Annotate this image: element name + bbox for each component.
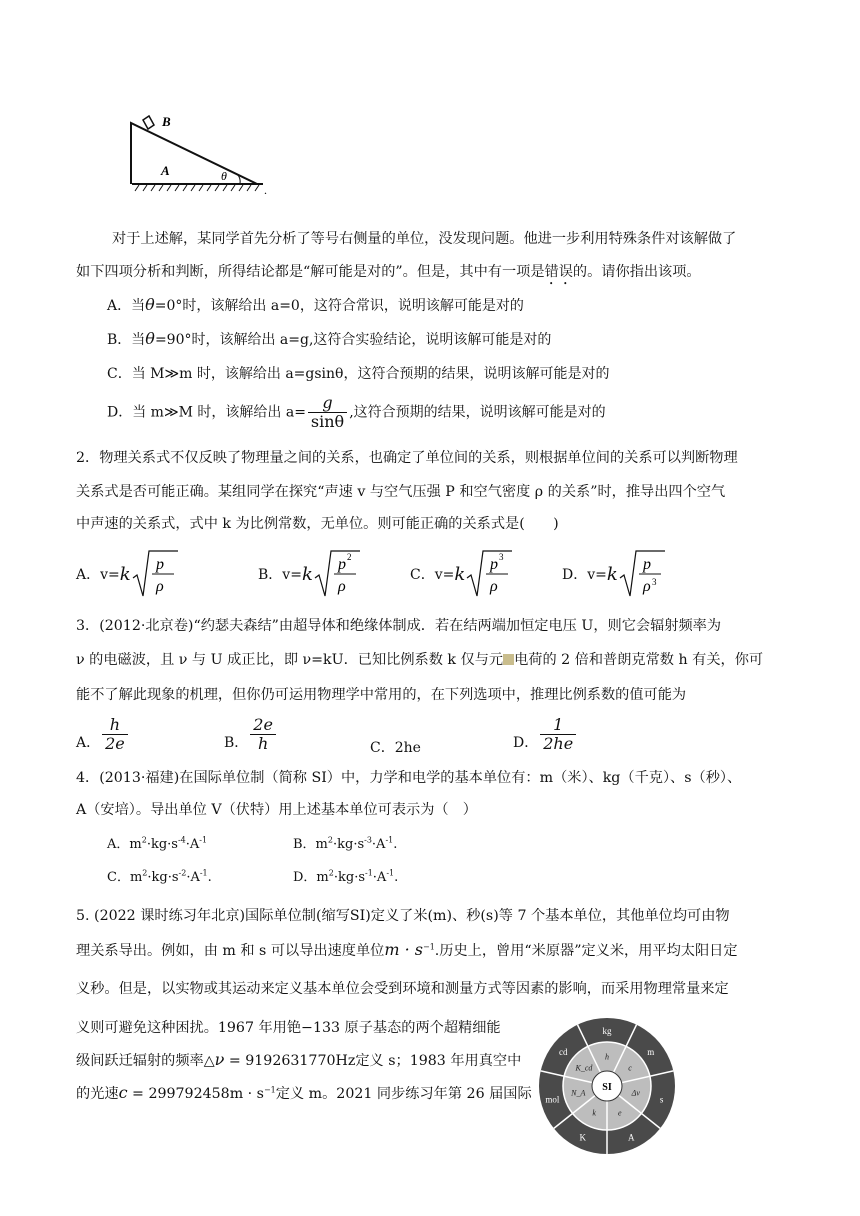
figure-dot: .: [264, 183, 267, 197]
q5-c: c: [118, 1083, 128, 1102]
label-theta: θ: [221, 169, 227, 183]
q2-k: k: [606, 563, 618, 585]
q3-fraction: [250, 716, 276, 753]
q4-exp2: -4: [177, 835, 186, 845]
q5-line6: [76, 1083, 532, 1103]
q4-mid: ·kg·s: [147, 870, 179, 885]
q2-line3: 中声速的关系式，式中 k 为比例常数，无单位。则可能正确的关系式是( ): [76, 516, 559, 532]
q2-numerator: p: [642, 556, 651, 573]
q3-numerator: 2e: [250, 716, 276, 735]
q3-line2: [76, 649, 763, 669]
q1-b-theta: θ: [145, 329, 155, 348]
q4-option: [107, 866, 212, 885]
q1-a-pre: A．当: [107, 298, 146, 314]
si-constant: c: [628, 1063, 632, 1073]
q4-mid2: ·A: [371, 837, 386, 852]
q3-fraction: [540, 716, 576, 753]
q4-exp3: -1: [199, 868, 208, 878]
q2-line1: 2．物理关系式不仅反映了物理量之间的关系，也确定了单位间的关系，则根据单位间的关系可以判断物理: [76, 450, 738, 466]
q5-line1: 5. (2022 课时练习年北京)国际单位制(缩写SI)定义了米(m)、秒(s)等 7 个基本单位，其他单位均可由物: [76, 908, 730, 924]
q2-option: [410, 548, 514, 600]
q3-option: [224, 716, 278, 753]
q3-option-label: A．: [76, 735, 101, 751]
q5-line6-pre: 的光速: [76, 1086, 119, 1102]
q1-d-num: g: [308, 394, 347, 413]
q4-label: B．m: [293, 837, 328, 852]
q1-d-pre: D．当 m≫M 时，该解给出 a=: [107, 404, 306, 421]
q4-exp1: 2: [328, 868, 334, 878]
q4-line2: A（安培）。导出单位 V（伏特）用上述基本单位可表示为（ ）: [76, 802, 477, 818]
q4-label: A．m: [107, 837, 142, 852]
si-base-unit: A: [628, 1132, 635, 1143]
q5-line5-post: = 9192631770Hz定义 s；1983 年用真空中: [224, 1053, 522, 1069]
q5-line2-pre: 理关系导出。例如，由 m 和 s 可以导出速度单位: [76, 943, 385, 959]
q5-line2: [76, 940, 738, 960]
q3-line3: 能不了解此现象的机理，但你仍可运用物理学中常用的，在下列选项中，推理比例系数的值可能为: [76, 687, 687, 703]
highlight-mark: [503, 654, 514, 665]
sqrt-symbol: [466, 548, 514, 600]
q2-num-exponent: 2: [346, 552, 352, 562]
q3-denominator: h: [257, 734, 269, 753]
q2-numerator: p: [337, 556, 346, 573]
q3-option-label: D．: [513, 735, 539, 751]
si-units-diagram: [537, 1016, 677, 1156]
q2-line2: 关系式是否可能正确。某组同学在探究“声速 v 与空气压强 P 和空气密度 ρ 的关系”时，推导出四个空气: [76, 484, 726, 500]
q3-fraction: [102, 716, 128, 753]
q4-option: [107, 833, 207, 852]
q3-option: [76, 716, 130, 753]
si-constant: K_cd: [575, 1063, 593, 1073]
q4-exp2: -3: [364, 835, 372, 845]
q5-line4: 义则可避免这种困扰。1967 年用铯−133 原子基态的两个超精细能: [76, 1020, 501, 1036]
si-base-unit: kg: [602, 1026, 612, 1036]
q2-option: [562, 548, 667, 600]
si-base-unit: m: [647, 1047, 655, 1058]
q3-line2-pre: ν 的电磁波，且 ν 与 U 成正比，即 ν=kU．已知比例系数 k 仅与元: [76, 652, 504, 668]
q2-num-exponent: 3: [499, 552, 504, 562]
q4-mid: ·kg·s: [146, 837, 178, 852]
si-constant: Δν: [631, 1088, 640, 1098]
q2-denominator: ρ: [642, 578, 651, 595]
q1-d-post: ,这符合预期的结果，说明该解可能是对的: [349, 404, 606, 421]
q3-numerator: 1: [540, 716, 576, 735]
si-base-unit: cd: [558, 1047, 568, 1058]
q3-option-label: B．: [224, 735, 249, 751]
q5-line2-post: .历史上，曾用“米原器”定义米，用平均太阳日定: [434, 943, 738, 959]
q1-option-d: [107, 394, 606, 431]
si-center-label: SI: [602, 1082, 612, 1093]
q1-a-theta: θ: [145, 295, 155, 314]
sqrt-symbol: [132, 548, 180, 600]
si-constant: k: [592, 1108, 596, 1118]
q5-c-exp: −1: [263, 1085, 276, 1095]
q2-option-label: B．v=: [258, 567, 302, 583]
q2-k: k: [119, 563, 131, 585]
para1-emphasis: 错误: [544, 264, 573, 280]
para1-line2-post: 的。请你指出该项。: [572, 264, 701, 280]
sqrt-symbol: [314, 548, 362, 600]
q1-a-post: =0°时，该解给出 a=0，这符合常识，说明该解可能是对的: [154, 298, 524, 314]
q2-denominator: ρ: [155, 578, 164, 595]
q4-end: .: [394, 870, 399, 885]
q4-option: [293, 866, 398, 885]
q4-exp2: -2: [178, 868, 187, 878]
q2-numerator: p: [155, 556, 164, 573]
q4-exp1: 2: [142, 868, 148, 878]
q1-b-post: =90°时，该解给出 a=g,这符合实验结论，说明该解可能是对的: [154, 332, 552, 348]
q5-line3: 义秒。但是，以实物或其运动来定义基本单位会受到环境和测量方式等因素的影响，而采用物理常量来定: [76, 981, 729, 997]
q2-option-label: D．v=: [562, 567, 607, 583]
q4-exp3: -1: [386, 868, 395, 878]
q2-option: [76, 548, 180, 600]
q2-numerator: p: [490, 556, 499, 573]
para1-line2-pre: 如下四项分析和判断，所得结论都是“解可能是对的”。但是，其中有一项是: [76, 264, 545, 280]
q2-denominator: ρ: [490, 578, 498, 595]
q2-denominator: ρ: [337, 578, 346, 595]
q2-k: k: [301, 563, 313, 585]
q4-exp2: -1: [365, 868, 373, 878]
q1-option-c: C．当 M≫m 时，该解给出 a=gsinθ，这符合预期的结果，说明该解可能是对的: [107, 366, 610, 382]
q2-option-label: C．v=: [410, 567, 455, 583]
q5-line5-pre: 级间跃迁辐射的频率△: [76, 1053, 215, 1069]
q3-line1: 3．(2012·北京卷)“约瑟夫森结”由超导体和绝缘体制成．若在结两端加恒定电压 U，则它会辐射频率为: [76, 618, 722, 634]
q1-option-a: [107, 295, 524, 315]
si-constant: N_A: [571, 1088, 586, 1098]
q4-exp1: 2: [327, 835, 333, 845]
q3-line2-post: 电荷的 2 倍和普朗克常数 h 有关，你可: [514, 652, 764, 668]
si-base-unit: s: [659, 1094, 664, 1105]
q5-unit-exp: −1: [422, 942, 435, 952]
q2-den-exponent: 3: [651, 577, 657, 587]
q4-end: .: [207, 870, 212, 885]
q4-exp3: -1: [199, 835, 208, 845]
q3-denominator: 2he: [543, 734, 574, 753]
label-b: B: [162, 114, 171, 129]
q3-denominator: 2e: [105, 734, 125, 753]
q2-option: [258, 548, 362, 600]
sqrt-symbol: [619, 548, 667, 600]
q4-mid: ·kg·s: [332, 837, 365, 852]
q4-end: .: [393, 837, 398, 852]
si-constant: h: [605, 1052, 609, 1062]
si-base-unit: mol: [545, 1094, 560, 1105]
q4-mid: ·kg·s: [333, 870, 365, 885]
si-base-unit: K: [579, 1132, 586, 1143]
q5-line5: [76, 1050, 521, 1070]
q5-nu: ν: [214, 1050, 225, 1069]
q4-label: C．m: [107, 870, 143, 885]
q3-numerator: h: [102, 716, 128, 735]
q4-exp3: -1: [385, 835, 394, 845]
q5-unit: m · s: [384, 940, 423, 959]
q4-line1: 4．(2013·福建)在国际单位制（简称 SI）中，力学和电学的基本单位有：m（米）、kg（千克）、s（秒）、: [76, 770, 742, 786]
para1-line2: [76, 261, 701, 288]
q4-mid2: ·A: [185, 837, 200, 852]
incline-figure: [125, 112, 275, 202]
q2-k: k: [454, 563, 466, 585]
q5-c-value: = 299792458m · s: [127, 1086, 264, 1102]
q3-option-label: C．2he: [370, 740, 421, 756]
q2-option-label: A．v=: [76, 567, 120, 583]
q1-b-pre: B．当: [107, 332, 146, 348]
q5-line6-post: 定义 m。2021 同步练习年第 26 届国际: [275, 1086, 532, 1102]
q4-label: D．m: [293, 870, 329, 885]
q4-exp1: 2: [141, 835, 147, 845]
q1-d-den: sinθ: [310, 412, 345, 431]
q1-d-fraction: [308, 394, 347, 431]
q3-option: [370, 737, 421, 758]
label-a: A: [161, 163, 170, 178]
para1-line1: 对于上述解，某同学首先分析了等号右侧量的单位，没发现问题。他进一步利用特殊条件对该解做了: [112, 231, 737, 247]
q3-option: [513, 716, 578, 753]
q4-mid2: ·A: [372, 870, 387, 885]
q1-option-b: [107, 329, 551, 349]
q4-option: [293, 833, 397, 852]
si-constant: e: [618, 1108, 622, 1118]
q4-mid2: ·A: [186, 870, 200, 885]
